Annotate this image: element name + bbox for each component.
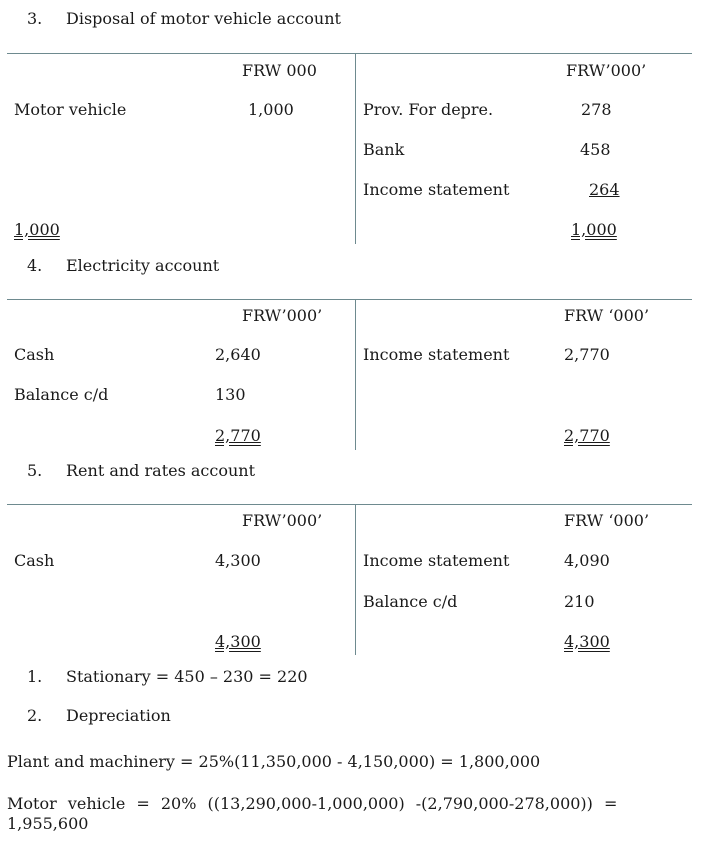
t-account-top-rule (7, 299, 692, 300)
credit-amount: 210 (564, 592, 595, 611)
debit-label: Cash (14, 345, 55, 364)
t-account-top-rule (7, 504, 692, 505)
section-title: Rent and rates account (66, 461, 256, 480)
t-account-divider (355, 505, 356, 655)
debit-label: Motor vehicle (14, 100, 127, 119)
credit-amount: 278 (581, 100, 612, 119)
credit-amount: 4,090 (564, 551, 610, 570)
note-number: 2. (27, 706, 43, 725)
debit-label: Balance c/d (14, 385, 109, 404)
debit-amount: 1,000 (248, 100, 294, 119)
debit-header: FRW’000’ (242, 511, 323, 530)
credit-label: Prov. For depre. (363, 100, 494, 119)
t-account-top-rule (7, 53, 692, 54)
motor-vehicle-calc-line1: Motor vehicle = 20% ((13,290,000-1,000,000) -(2,790,000-278,000)) = (7, 794, 618, 813)
motor-vehicle-calc-line2: 1,955,600 (7, 814, 89, 833)
credit-header: FRW’000’ (566, 61, 647, 80)
section-number: 4. (27, 256, 43, 275)
credit-label: Income statement (363, 551, 510, 570)
t-account-divider (355, 300, 356, 450)
t-account-divider (355, 54, 356, 244)
section-title: Electricity account (66, 256, 220, 275)
credit-amount: 2,770 (564, 345, 610, 364)
credit-amount: 458 (580, 140, 611, 159)
credit-total: 4,300 (564, 632, 610, 651)
section-number: 3. (27, 9, 43, 28)
credit-label: Income statement (363, 180, 510, 199)
debit-total: 4,300 (215, 632, 261, 651)
plant-machinery-calc: Plant and machinery = 25%(11,350,000 - 4,150,000) = 1,800,000 (7, 752, 541, 771)
credit-header: FRW ‘000’ (564, 511, 650, 530)
debit-amount: 4,300 (215, 551, 261, 570)
debit-header: FRW’000’ (242, 306, 323, 325)
note-text: Stationary = 450 – 230 = 220 (66, 667, 308, 686)
note-number: 1. (27, 667, 43, 686)
credit-total: 1,000 (571, 220, 617, 239)
debit-amount: 2,640 (215, 345, 261, 364)
debit-amount: 130 (215, 385, 246, 404)
debit-header: FRW 000 (242, 61, 317, 80)
credit-amount: 264 (589, 180, 620, 199)
note-text: Depreciation (66, 706, 171, 725)
debit-total: 1,000 (14, 220, 60, 239)
section-title: Disposal of motor vehicle account (66, 9, 341, 28)
section-number: 5. (27, 461, 43, 480)
credit-total: 2,770 (564, 426, 610, 445)
credit-label: Income statement (363, 345, 510, 364)
credit-header: FRW ‘000’ (564, 306, 650, 325)
debit-total: 2,770 (215, 426, 261, 445)
credit-label: Balance c/d (363, 592, 458, 611)
debit-label: Cash (14, 551, 55, 570)
credit-label: Bank (363, 140, 405, 159)
